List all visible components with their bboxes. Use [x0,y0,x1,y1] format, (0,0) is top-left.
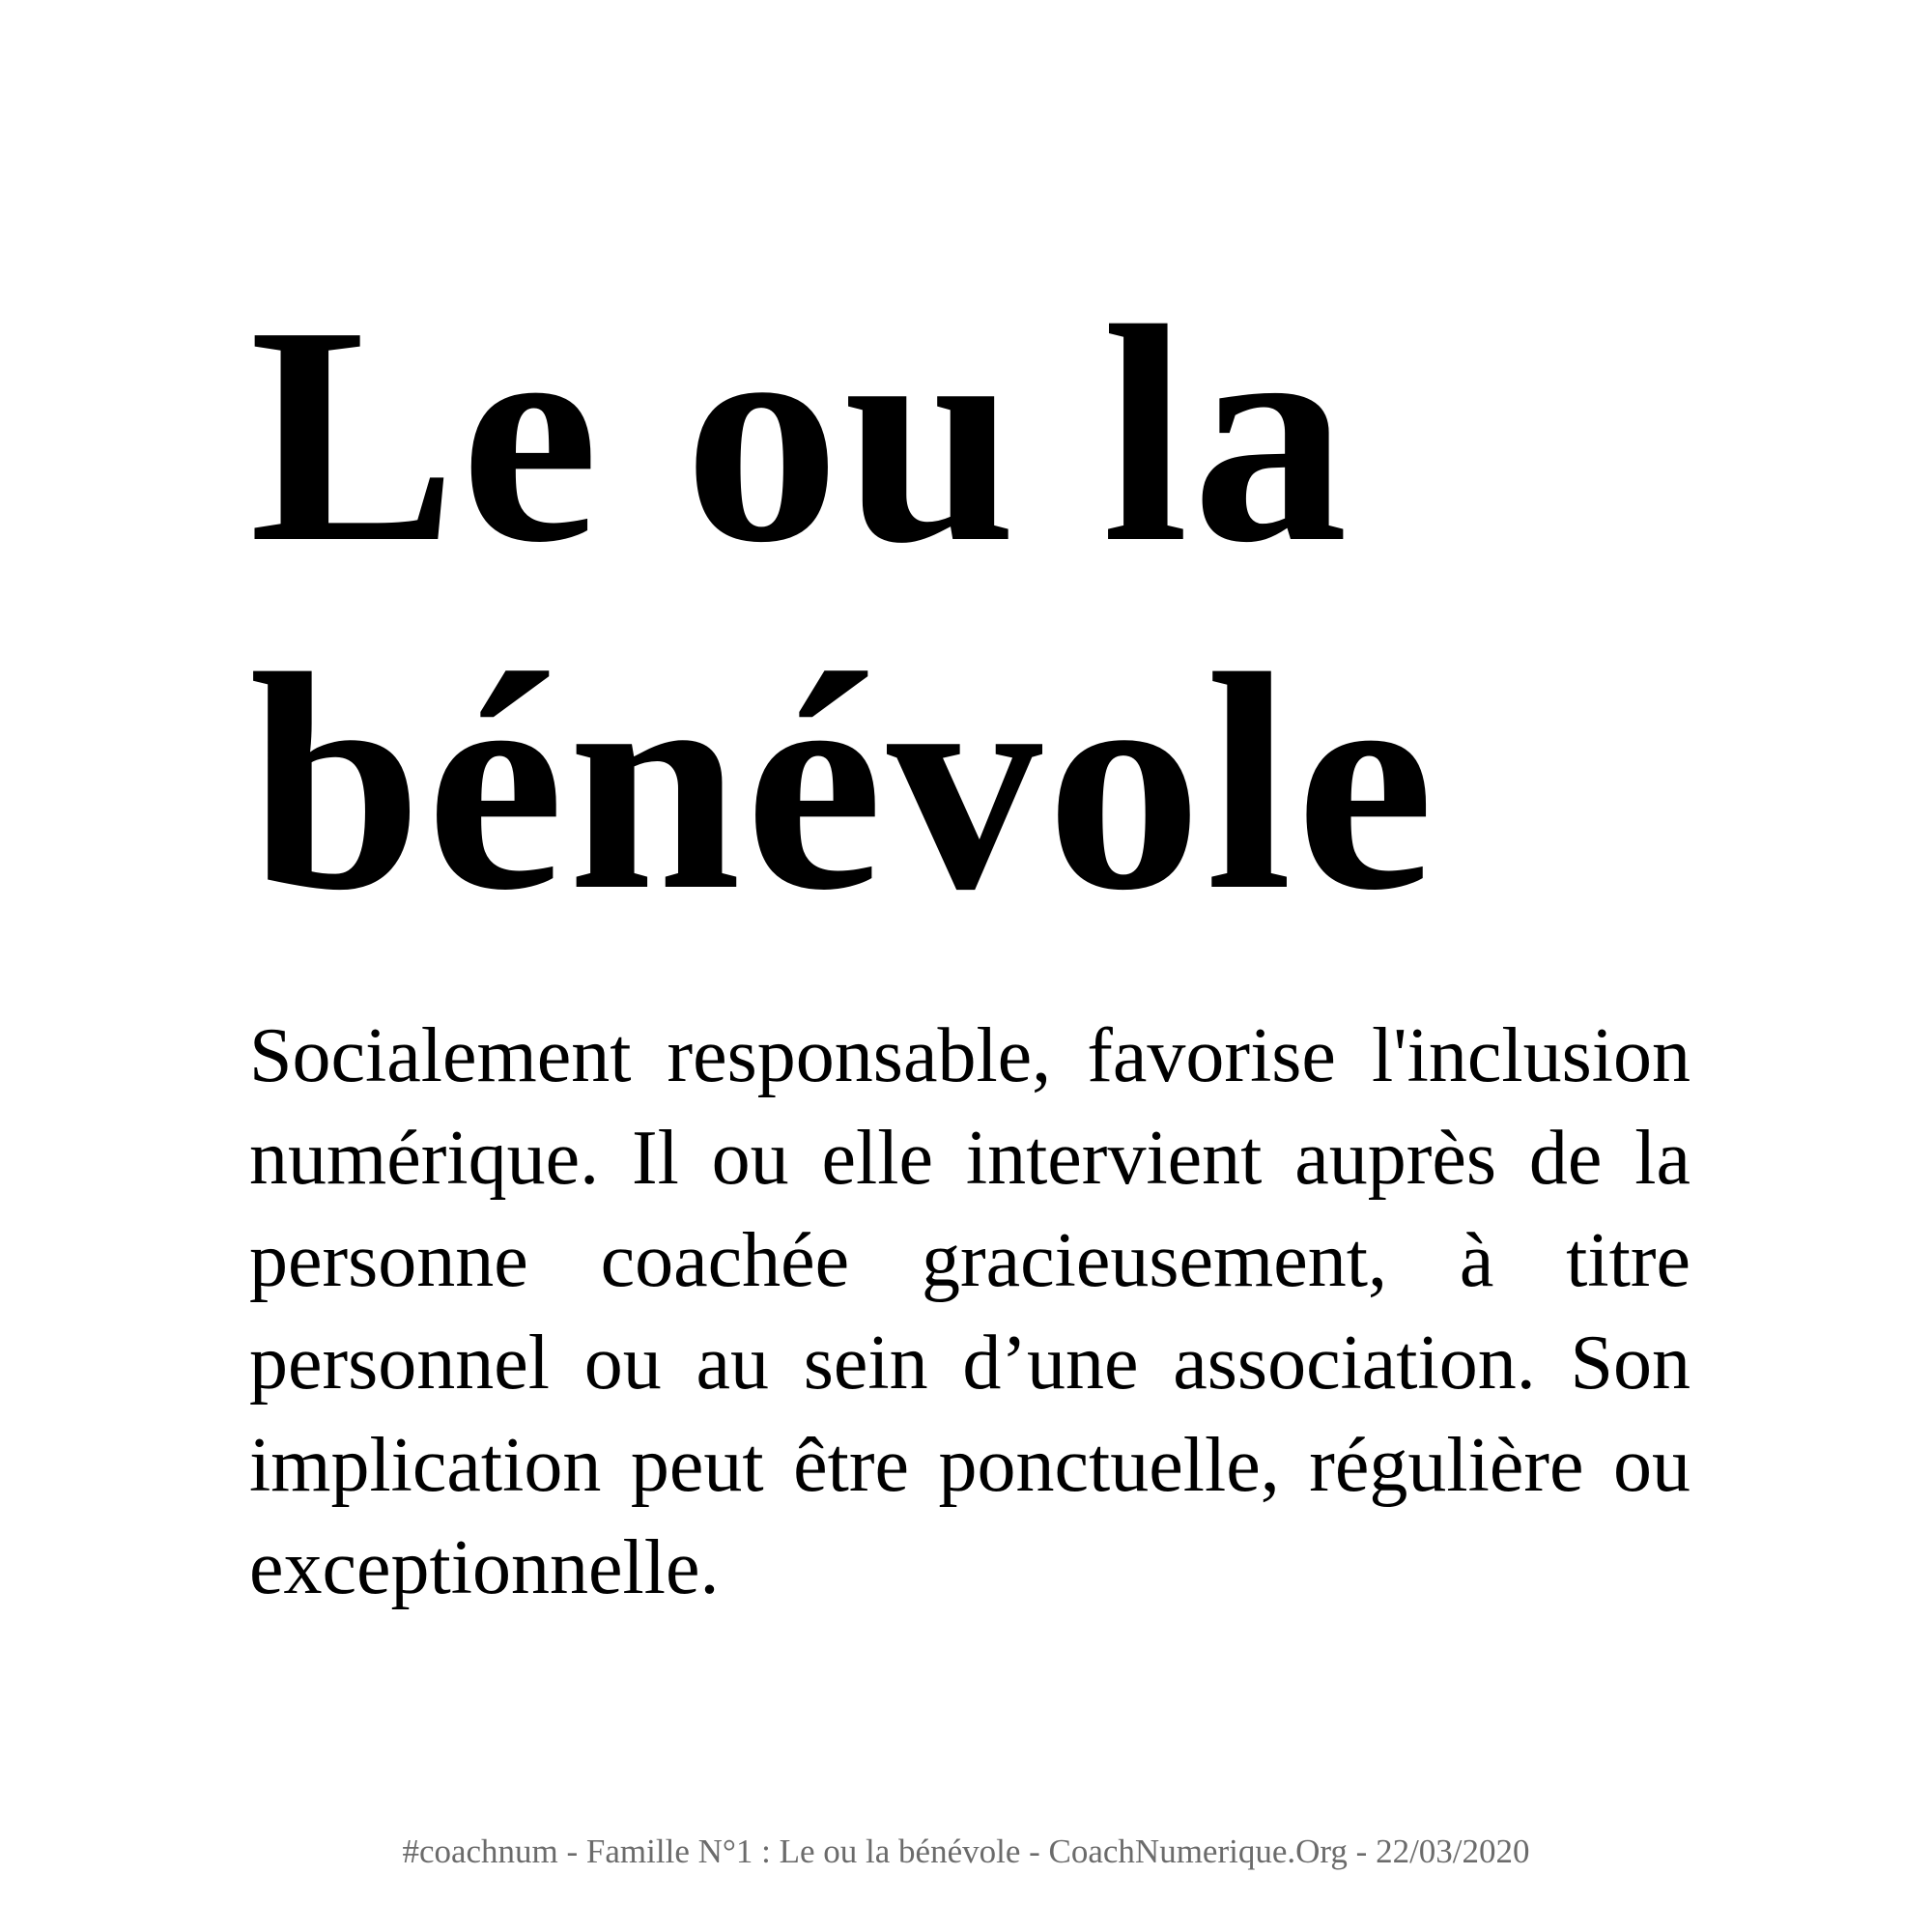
title-line-1: Le ou la [249,262,1352,607]
page-title [249,261,1698,956]
title-line-2: bénévole [249,610,1438,954]
footer-caption: #coachnum - Famille N°1 : Le ou la bénévole - CoachNumerique.Org - 22/03/2020 [402,1833,1530,1870]
description-paragraph: Socialement responsable, favorise l'inclusion numérique. Il ou elle intervient auprès de la personne coachée gracieusement, à titre personnel ou au sein d’une association. Son implication peut être ponctuelle, régulière ou exceptionnelle. [249,1013,1690,1610]
